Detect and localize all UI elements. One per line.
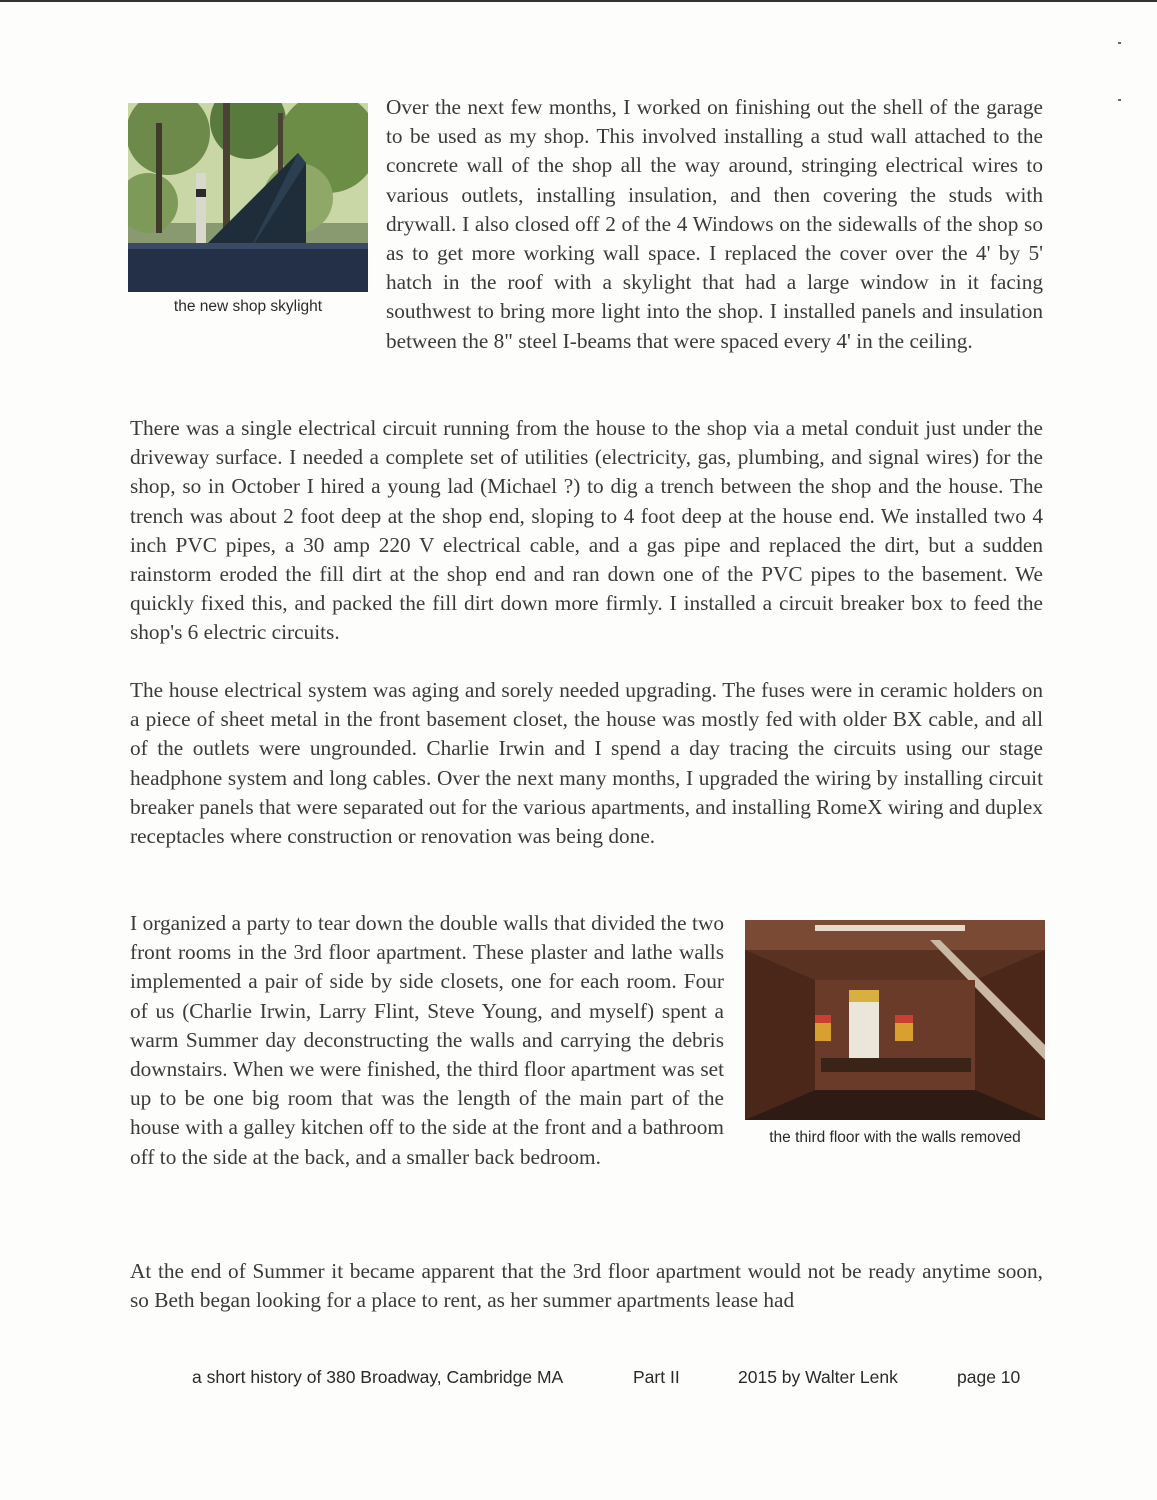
third-floor-photo	[745, 920, 1045, 1120]
footer-part: Part II	[633, 1367, 680, 1387]
page-top-edge	[0, 0, 1157, 2]
figure-caption: the new shop skylight	[173, 298, 323, 315]
scan-speck	[1118, 99, 1121, 101]
figure-caption: the third floor with the walls removed	[769, 1129, 1021, 1146]
paragraph-text: Over the next few months, I worked on finishing out the shell of the garage to be used as my shop. This involved installing a stud wall attached to the concrete wall of the shop all the way around, stringing electrical wires to various outlets, installing insulation, and then covering the studs with drywall. I also closed off 2 of the 4 Windows on the sidewalls of the shop so as to get more working wall space. I replaced the cover over the 4' by 5' hatch in the roof with a skylight that had a large window in it facing southwest to bring more light into the shop. I installed panels and insulation between the 8" steel I-beams that were spaced every 4' in the ceiling.	[386, 95, 1043, 353]
shop-skylight-photo	[128, 103, 368, 292]
footer-title: a short history of 380 Broadway, Cambridge MA	[192, 1367, 564, 1387]
paragraph-utilities-trench: There was a single electrical circuit running from the house to the shop via a metal conduit just under the driveway surface. I needed a complete set of utilities (electricity, gas, plumbing, and signal wires) for the shop, so in October I hired a young lad (Michael ?) to dig a trench between the shop and the house. The trench was about 2 foot deep at the shop end, sloping to 4 foot deep at the house end. We installed two 4 inch PVC pipes, a 30 amp 220 V electrical cable, and a gas pipe and replaced the dirt, but a sudden rainstorm eroded the fill dirt at the shop end and ran down one of the PVC pipes to the basement. We quickly fixed this, and packed the fill dirt down more firmly. I installed a circuit breaker box to feed the shop's 6 electric circuits.	[130, 416, 1043, 645]
scan-speck	[1118, 42, 1121, 44]
paragraph-end-of-summer: At the end of Summer it became apparent that the 3rd floor apartment would not be ready anytime soon, so Beth began looking for a place to rent, as her summer apartments lease had	[130, 1259, 1043, 1313]
footer-copyright: 2015 by Walter Lenk	[738, 1367, 898, 1387]
figure-third-floor	[745, 920, 1045, 1147]
paragraph-wall-removal: I organized a party to tear down the double walls that divided the two front rooms in the 3rd floor apartment. These plaster and lathe walls implemented a pair of side by side closets, one for each room. Four of us (Charlie Irwin, Larry Flint, Steve Young, and myself) spent a warm Summer day deconstructing the walls and carrying the debris downstairs. When we were finished, the third floor apartment was set up to be one big room that was the length of the main part of the house with a galley kitchen off to the side at the front and a bathroom off to the side at the back, and a smaller back bedroom.	[130, 911, 724, 1169]
paragraph-electrical-upgrade: The house electrical system was aging and sorely needed upgrading. The fuses were in ceramic holders on a piece of sheet metal in the front basement closet, the house was mostly fed with older BX cable, and all of the outlets were ungrounded. Charlie Irwin and I spend a day tracing the circuits using our stage headphone system and long cables. Over the next many months, I upgraded the wiring by installing circuit breaker panels that were separated out for the various apartments, and installing RomeX wiring and duplex receptacles where construction or renovation was being done.	[130, 678, 1043, 849]
footer-page-number: page 10	[957, 1367, 1021, 1387]
figure-shop-skylight	[128, 103, 368, 316]
